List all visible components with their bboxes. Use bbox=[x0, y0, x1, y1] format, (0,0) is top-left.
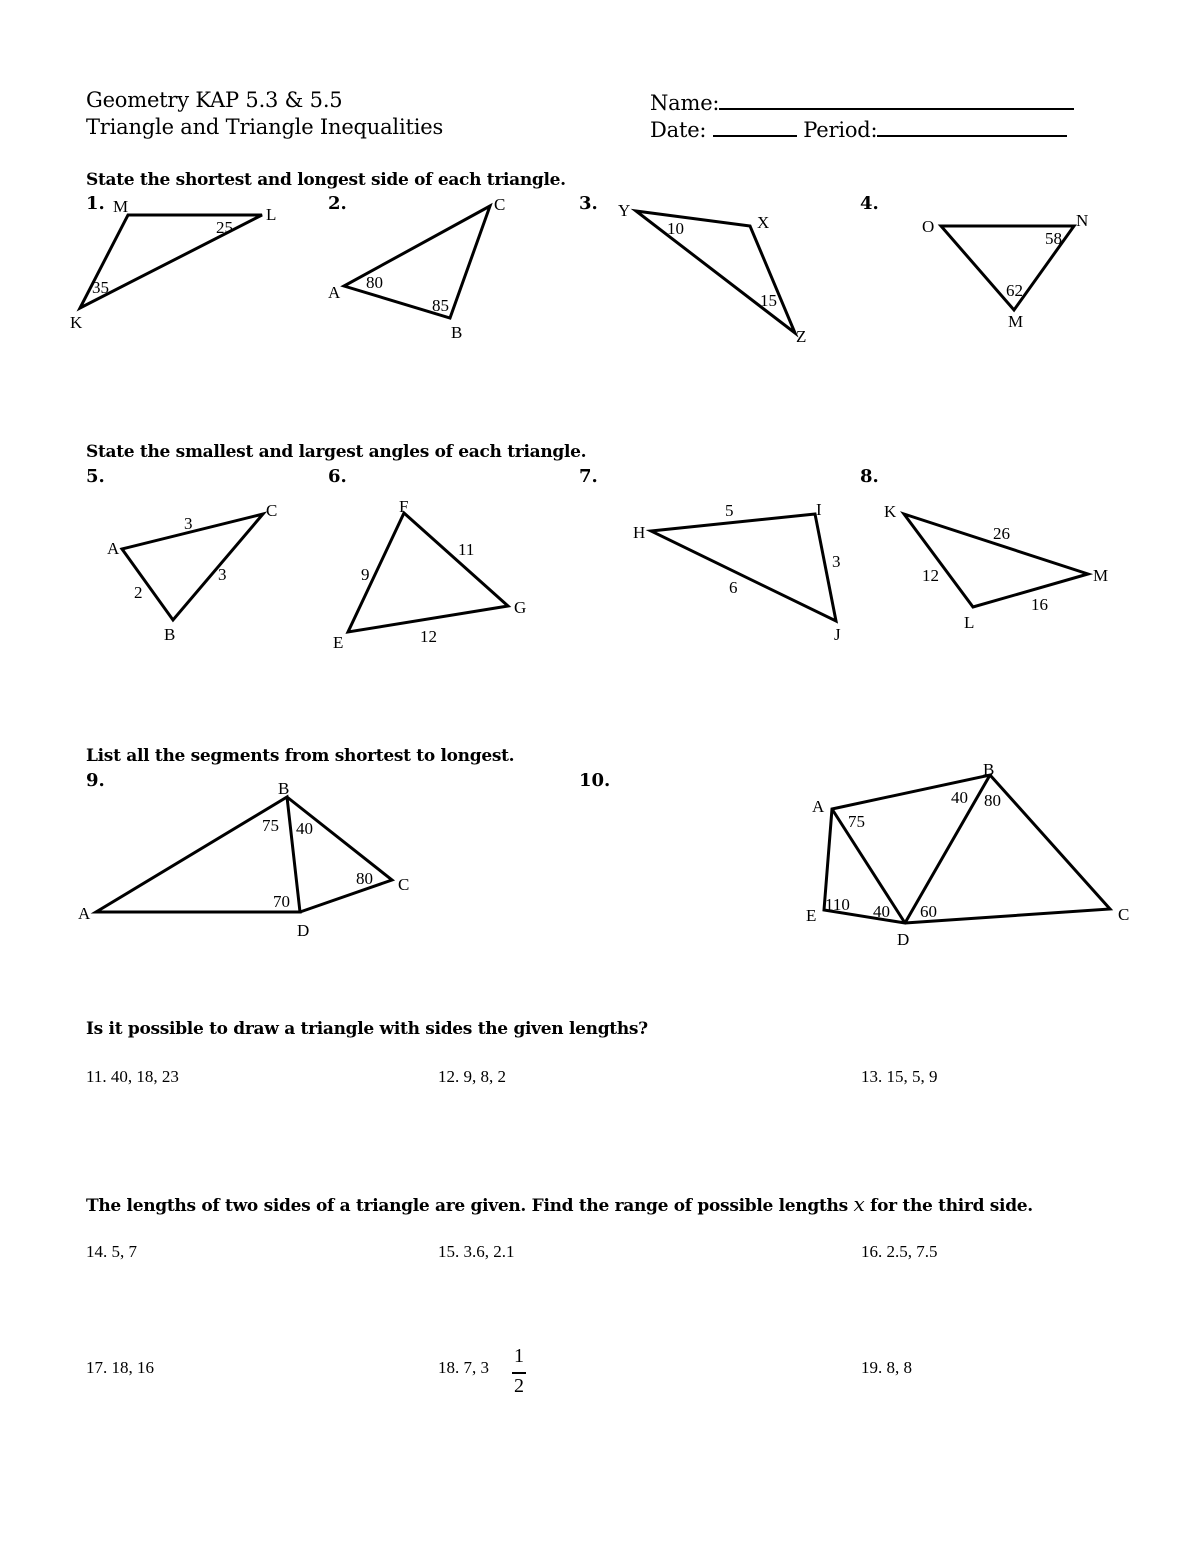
fig10-angle-bdc: 60 bbox=[920, 902, 937, 921]
fig6-side-ef: 9 bbox=[361, 565, 370, 584]
problem-18: 18. 7, 3 bbox=[438, 1358, 489, 1377]
fig4-vertex-m: M bbox=[1008, 312, 1024, 331]
triangle-2 bbox=[344, 206, 490, 318]
fig1-angle-k: 35 bbox=[92, 278, 109, 297]
fig7-side-hi: 5 bbox=[725, 501, 734, 520]
fig9-vertex-c: C bbox=[398, 875, 410, 894]
fig3-vertex-x: X bbox=[757, 213, 770, 232]
fig6-side-eg: 12 bbox=[420, 627, 437, 646]
fig10-angle-adе: 40 bbox=[873, 902, 890, 921]
fig2-angle-b: 85 bbox=[432, 296, 449, 315]
fig3-angle-y: 10 bbox=[667, 219, 684, 238]
problem-19: 19. 8, 8 bbox=[861, 1358, 912, 1377]
fig5-side-ab: 2 bbox=[134, 583, 143, 602]
range-instruction-b: for the third side. bbox=[864, 1196, 1033, 1216]
fig5-side-cb: 3 bbox=[218, 565, 227, 584]
problem-number-6: 6. bbox=[328, 466, 347, 487]
fig1-angle-l: 25 bbox=[216, 218, 233, 237]
problem-number-2: 2. bbox=[328, 193, 347, 214]
problem-number-8: 8. bbox=[860, 466, 879, 487]
problem-number-1: 1. bbox=[86, 193, 105, 214]
problem-number-9: 9. bbox=[86, 770, 105, 791]
triangle-9-bcd bbox=[287, 797, 392, 912]
fig7-vertex-h: H bbox=[633, 523, 646, 542]
fig4-angle-m: 62 bbox=[1006, 281, 1023, 300]
fig9-vertex-a: A bbox=[78, 904, 91, 923]
fraction-denominator: 2 bbox=[514, 1375, 524, 1397]
problem-number-3: 3. bbox=[579, 193, 598, 214]
triangle-7 bbox=[651, 514, 836, 621]
fig7-side-ij: 3 bbox=[832, 552, 841, 571]
fig1-vertex-l: L bbox=[266, 205, 277, 224]
fig8-vertex-l: L bbox=[964, 613, 975, 632]
fig6-vertex-e: E bbox=[333, 633, 344, 652]
fig7-vertex-j: J bbox=[834, 625, 841, 644]
fig8-vertex-m: M bbox=[1093, 566, 1109, 585]
fig4-vertex-n: N bbox=[1076, 211, 1089, 230]
fig9-angle-dbc: 40 bbox=[296, 819, 313, 838]
fig6-side-fg: 11 bbox=[458, 540, 475, 559]
fig9-angle-adb: 70 bbox=[273, 892, 290, 911]
triangle-3 bbox=[636, 211, 795, 333]
fig5-side-ac: 3 bbox=[184, 514, 193, 533]
fig6-vertex-f: F bbox=[399, 497, 409, 516]
name-label: Name: bbox=[650, 91, 720, 115]
fraction-numerator: 1 bbox=[514, 1345, 524, 1367]
fig5-vertex-c: C bbox=[266, 501, 278, 520]
fig6-vertex-g: G bbox=[514, 598, 527, 617]
figure-10-outline-right bbox=[905, 775, 1110, 923]
fig3-vertex-z: Z bbox=[796, 327, 807, 346]
fig8-vertex-k: K bbox=[884, 502, 897, 521]
fig2-vertex-a: A bbox=[328, 283, 341, 302]
fig4-angle-n: 58 bbox=[1045, 229, 1062, 248]
fig8-side-lm: 16 bbox=[1031, 595, 1048, 614]
fig5-vertex-b: B bbox=[164, 625, 176, 644]
fig9-angle-c: 80 bbox=[356, 869, 373, 888]
problem-14: 14. 5, 7 bbox=[86, 1242, 137, 1261]
problem-13: 13. 15, 5, 9 bbox=[861, 1067, 938, 1086]
triangle-5 bbox=[122, 514, 263, 620]
triangle-9-abd bbox=[96, 797, 300, 912]
fig10-angle-a: 75 bbox=[848, 812, 865, 831]
fig2-angle-a: 80 bbox=[366, 273, 383, 292]
fig10-vertex-a: A bbox=[812, 797, 825, 816]
problem-number-10: 10. bbox=[579, 770, 611, 791]
fig3-vertex-y: Y bbox=[618, 201, 631, 220]
fig10-vertex-e: E bbox=[806, 906, 817, 925]
fig10-angle-e: 110 bbox=[825, 895, 850, 914]
fig4-vertex-o: O bbox=[922, 217, 935, 236]
segments-instruction: List all the segments from shortest to longest. bbox=[86, 746, 515, 766]
date-label: Date: bbox=[650, 118, 707, 142]
fig9-angle-abd: 75 bbox=[262, 816, 279, 835]
problem-number-7: 7. bbox=[579, 466, 598, 487]
possible-instruction: Is it possible to draw a triangle with sides the given lengths? bbox=[86, 1019, 648, 1039]
fig2-vertex-c: C bbox=[494, 195, 506, 214]
period-label: Period: bbox=[803, 118, 878, 142]
fig9-vertex-b: B bbox=[278, 779, 290, 798]
fig2-vertex-b: B bbox=[451, 323, 463, 342]
problem-number-5: 5. bbox=[86, 466, 105, 487]
fig8-side-kl: 12 bbox=[922, 566, 939, 585]
fig10-vertex-d: D bbox=[897, 930, 910, 949]
fig10-vertex-c: C bbox=[1118, 905, 1130, 924]
fig10-angle-abd: 40 bbox=[951, 788, 968, 807]
fig3-angle-z: 15 bbox=[760, 291, 777, 310]
problem-15: 15. 3.6, 2.1 bbox=[438, 1242, 515, 1261]
fraction-bar bbox=[512, 1372, 526, 1374]
angles-instruction: State the smallest and largest angles of each triangle. bbox=[86, 442, 587, 462]
fig1-vertex-m: M bbox=[113, 197, 129, 216]
problem-17: 17. 18, 16 bbox=[86, 1358, 154, 1377]
fig9-vertex-d: D bbox=[297, 921, 310, 940]
fig1-vertex-k: K bbox=[70, 313, 83, 332]
fig7-vertex-i: I bbox=[816, 500, 822, 519]
fig10-angle-dbc: 80 bbox=[984, 791, 1001, 810]
fig10-vertex-b: B bbox=[983, 760, 995, 779]
range-variable: x bbox=[853, 1192, 865, 1216]
fig7-side-hj: 6 bbox=[729, 578, 738, 597]
problem-11: 11. 40, 18, 23 bbox=[86, 1067, 179, 1086]
problem-number-4: 4. bbox=[860, 193, 879, 214]
fig5-vertex-a: A bbox=[107, 539, 120, 558]
sides-instruction: State the shortest and longest side of each triangle. bbox=[86, 170, 566, 190]
problem-12: 12. 9, 8, 2 bbox=[438, 1067, 506, 1086]
course-title: Geometry KAP 5.3 & 5.5 bbox=[86, 88, 343, 112]
triangle-6 bbox=[348, 513, 508, 632]
topic-title: Triangle and Triangle Inequalities bbox=[86, 115, 444, 139]
problem-16: 16. 2.5, 7.5 bbox=[861, 1242, 938, 1261]
fig8-side-km: 26 bbox=[993, 524, 1010, 543]
range-instruction-a: The lengths of two sides of a triangle are given. Find the range of possible lengths bbox=[86, 1196, 854, 1216]
